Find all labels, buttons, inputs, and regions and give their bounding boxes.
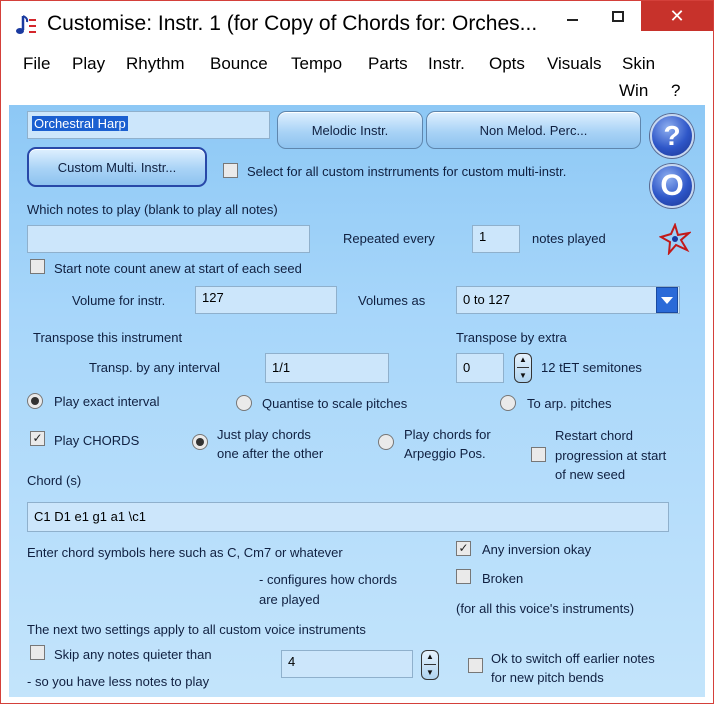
play-exact-interval-radio[interactable]: [27, 393, 43, 409]
title-bar: [1, 1, 713, 45]
transpose-extra-input[interactable]: 0: [456, 353, 504, 383]
semitones-label: 12 tET semitones: [541, 360, 642, 375]
volumes-as-label: Volumes as: [358, 293, 426, 308]
customise-panel: [9, 105, 705, 697]
just-play-line2: one after the other: [217, 446, 324, 461]
menu-help[interactable]: ?: [671, 81, 681, 100]
broken-label: Broken: [482, 571, 524, 586]
menu-play[interactable]: Play: [72, 54, 106, 73]
select-all-custom-checkbox[interactable]: [223, 163, 238, 178]
quantise-scale-label: Quantise to scale pitches: [262, 396, 408, 411]
configures-line2: are played: [259, 592, 320, 607]
play-chords-label: Play CHORDS: [54, 433, 140, 448]
menu-parts[interactable]: Parts: [368, 54, 408, 73]
start-anew-checkbox[interactable]: [30, 259, 45, 274]
start-anew-label: Start note count anew at start of each seed: [54, 261, 302, 276]
help-button[interactable]: [650, 114, 694, 158]
non-melodic-perc-button[interactable]: Non Melod. Perc...: [426, 111, 641, 149]
play-chords-checkbox[interactable]: ✓: [30, 431, 45, 446]
transpose-extra-spinner[interactable]: [514, 353, 532, 383]
arp-pitches-radio[interactable]: [500, 395, 516, 411]
next-two-settings-label: The next two settings apply to all custom voice instruments: [27, 622, 366, 637]
star-burst-icon[interactable]: [659, 223, 691, 255]
spinner-down-icon[interactable]: ▼: [426, 668, 434, 678]
volumes-as-dropdown-icon[interactable]: [656, 287, 678, 313]
melodic-instr-button[interactable]: Melodic Instr.: [277, 111, 423, 149]
broken-checkbox[interactable]: [456, 569, 471, 584]
spinner-down-icon[interactable]: ▼: [519, 371, 527, 381]
any-inversion-checkbox[interactable]: ✓: [456, 541, 471, 556]
ok-button[interactable]: [650, 164, 694, 208]
chord-hint-label: Enter chord symbols here such as C, Cm7 or whatever: [27, 545, 343, 560]
which-notes-label: Which notes to play (blank to play all notes): [27, 202, 278, 217]
notes-played-label: notes played: [532, 231, 606, 246]
custom-multi-instr-button[interactable]: Custom Multi. Instr...: [27, 147, 207, 187]
restart-chord-checkbox[interactable]: [531, 447, 546, 462]
restart-line1: Restart chord: [555, 428, 634, 443]
question-mark-icon: ?: [663, 120, 681, 151]
for-all-voice-label: (for all this voice's instruments): [456, 601, 635, 616]
repeated-every-label: Repeated every: [343, 231, 435, 246]
menu-skin[interactable]: Skin: [622, 54, 656, 73]
maximize-button[interactable]: [595, 1, 641, 31]
spinner-up-icon[interactable]: ▲: [519, 354, 527, 364]
arp-pitches-label: To arp. pitches: [527, 396, 612, 411]
volume-input[interactable]: 127: [195, 286, 337, 314]
select-all-custom-label: Select for all custom instrruments for custom multi-instr.: [247, 164, 567, 179]
instrument-name-field[interactable]: [27, 111, 270, 139]
transpose-interval-input[interactable]: 1/1: [265, 353, 389, 383]
app-music-icon: [15, 13, 39, 37]
any-inversion-label: Any inversion okay: [482, 542, 592, 557]
quantise-scale-radio[interactable]: [236, 395, 252, 411]
chord-label: Chord (s): [27, 473, 82, 488]
menu-opts[interactable]: Opts: [489, 54, 525, 73]
just-play-chords-radio[interactable]: [192, 434, 208, 450]
transpose-extra-heading: Transpose by extra: [456, 330, 567, 345]
minimize-button[interactable]: [549, 1, 595, 31]
restart-line2: progression at start: [555, 448, 667, 463]
skip-quieter-input[interactable]: 4: [281, 650, 413, 678]
skip-quieter-checkbox[interactable]: [30, 645, 45, 660]
just-play-line1: Just play chords: [217, 427, 311, 442]
transpose-heading: Transpose this instrument: [33, 330, 183, 345]
play-exact-interval-label: Play exact interval: [54, 394, 160, 409]
less-notes-label: - so you have less notes to play: [27, 674, 210, 689]
menu-tempo[interactable]: Tempo: [291, 54, 343, 73]
switch-off-earlier-checkbox[interactable]: [468, 658, 483, 673]
skip-quieter-label: Skip any notes quieter than: [54, 647, 212, 662]
menu-file[interactable]: File: [23, 54, 51, 73]
maximize-icon: [612, 11, 624, 22]
menu-bounce[interactable]: Bounce: [210, 54, 268, 73]
switch-off-line1: Ok to switch off earlier notes: [491, 651, 655, 666]
restart-line3: of new seed: [555, 467, 626, 482]
volumes-as-select[interactable]: [456, 286, 680, 314]
arpeggio-pos-radio[interactable]: [378, 434, 394, 450]
spinner-up-icon[interactable]: ▲: [426, 651, 434, 661]
menu-win[interactable]: Win: [619, 81, 649, 100]
volume-label: Volume for instr.: [72, 293, 166, 308]
close-icon: ✕: [669, 5, 685, 27]
repeated-every-input[interactable]: 1: [472, 225, 520, 253]
which-notes-input[interactable]: [27, 225, 310, 253]
configures-line1: - configures how chords: [259, 572, 398, 587]
chord-input[interactable]: C1 D1 e1 g1 a1 \c1: [27, 502, 669, 532]
menu-bar: [9, 47, 705, 105]
close-button[interactable]: [641, 1, 713, 31]
menu-rhythm[interactable]: Rhythm: [126, 54, 185, 73]
switch-off-line2: for new pitch bends: [491, 670, 604, 685]
skip-quieter-spinner[interactable]: [421, 650, 439, 680]
instrument-name-text: Orchestral Harp: [34, 116, 126, 131]
menu-instr[interactable]: Instr.: [428, 54, 465, 73]
transpose-interval-label: Transp. by any interval: [89, 360, 221, 375]
minimize-icon: [567, 19, 578, 21]
arpeggio-line2: Arpeggio Pos.: [404, 446, 486, 461]
arpeggio-line1: Play chords for: [404, 427, 491, 442]
ok-circle-icon: O: [660, 169, 684, 202]
window-title: Customise: Instr. 1 (for Copy of Chords for: Orches...: [47, 12, 538, 35]
menu-visuals[interactable]: Visuals: [547, 54, 602, 73]
volumes-as-value: 0 to 127: [463, 292, 510, 307]
